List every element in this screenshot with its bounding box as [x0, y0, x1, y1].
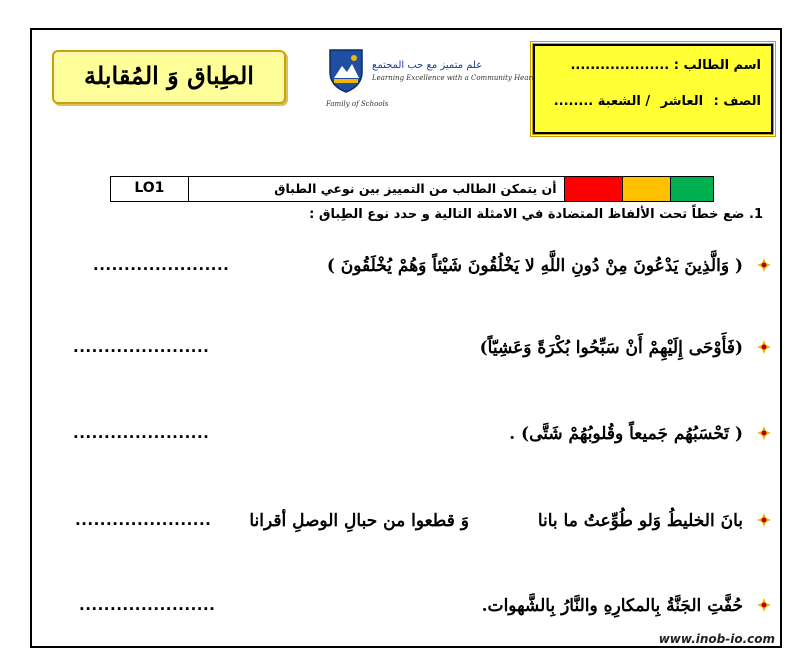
item-text: (فَأَوْحَى إِلَيْهِمْ أَنْ سَبِّحُوا بُكْرَةً وَعَشِيّاً) [479, 338, 743, 358]
section-blank: ........ [553, 94, 594, 109]
lo-green-cell [671, 177, 713, 201]
bullet-icon [757, 513, 771, 527]
class-value: العاشر [660, 94, 704, 109]
logo-tagline-ar: علم متميز مع حب المجتمع [372, 60, 483, 71]
list-item [41, 507, 771, 537]
list-item [41, 420, 771, 450]
footer-url[interactable]: www.inob-io.com [658, 632, 775, 646]
learning-objective-table [110, 176, 714, 202]
item-text: ( تَحْسَبُهُم جَميعاً وقُلوبُهُمْ شَتَّى) . [509, 424, 743, 444]
instruction: 1. ضع خطاً تحت الألفاظ المتضادة في الامثلة التالية و حدد نوع الطِباق : [309, 207, 763, 222]
lo-text: أن يتمكن الطالب من التمييز بين نوعي الطباق [189, 177, 566, 201]
verse-first-half: بانَ الخليطُ وَلو طُوِّعتُ ما بانا [537, 511, 743, 531]
item-text: ( وَالَّذِينَ يَدْعُونَ مِنْ دُونِ اللَّهِ لا يَخْلُقُونَ شَيْئاً وَهُمْ يُخْلَقُونَ ) [326, 256, 743, 276]
logo-tagline-en: Learning Excellence with a Community Heart [372, 74, 535, 82]
lo-code: LO1 [111, 177, 189, 201]
student-info-box [533, 44, 773, 134]
page-title: الطِباق وَ المُقابلة [52, 50, 286, 104]
list-item [41, 592, 771, 622]
student-name-label: اسم الطالب : [673, 58, 761, 73]
answer-blank: ...................... [73, 338, 210, 356]
shield-icon [328, 48, 364, 94]
bullet-icon [757, 598, 771, 612]
logo-family: Family of Schools [326, 100, 389, 108]
list-item [41, 252, 771, 282]
bullet-icon [757, 258, 771, 272]
bullet-icon [757, 426, 771, 440]
answer-blank: ...................... [75, 511, 212, 529]
list-item [41, 334, 771, 364]
item-text: حُفَّتِ الجَنَّةُ بِالمكارِهِ والنَّارُ بِالشَّهوات. [481, 596, 743, 616]
lo-amber-cell [623, 177, 671, 201]
section-label: / الشعبة [597, 94, 651, 109]
student-class-row [545, 90, 761, 126]
verse-second-half: وَ قطعوا من حبالِ الوصلِ أقرانا [249, 511, 469, 531]
lo-red-cell [565, 177, 623, 201]
answer-blank: ...................... [79, 596, 216, 614]
answer-blank: ...................... [93, 256, 230, 274]
bullet-icon [757, 340, 771, 354]
answer-blank: ...................... [73, 424, 210, 442]
school-logo [320, 44, 535, 114]
student-name-blank: .................... [570, 58, 670, 73]
student-name-row [545, 54, 761, 90]
class-label: الصف : [713, 94, 761, 109]
